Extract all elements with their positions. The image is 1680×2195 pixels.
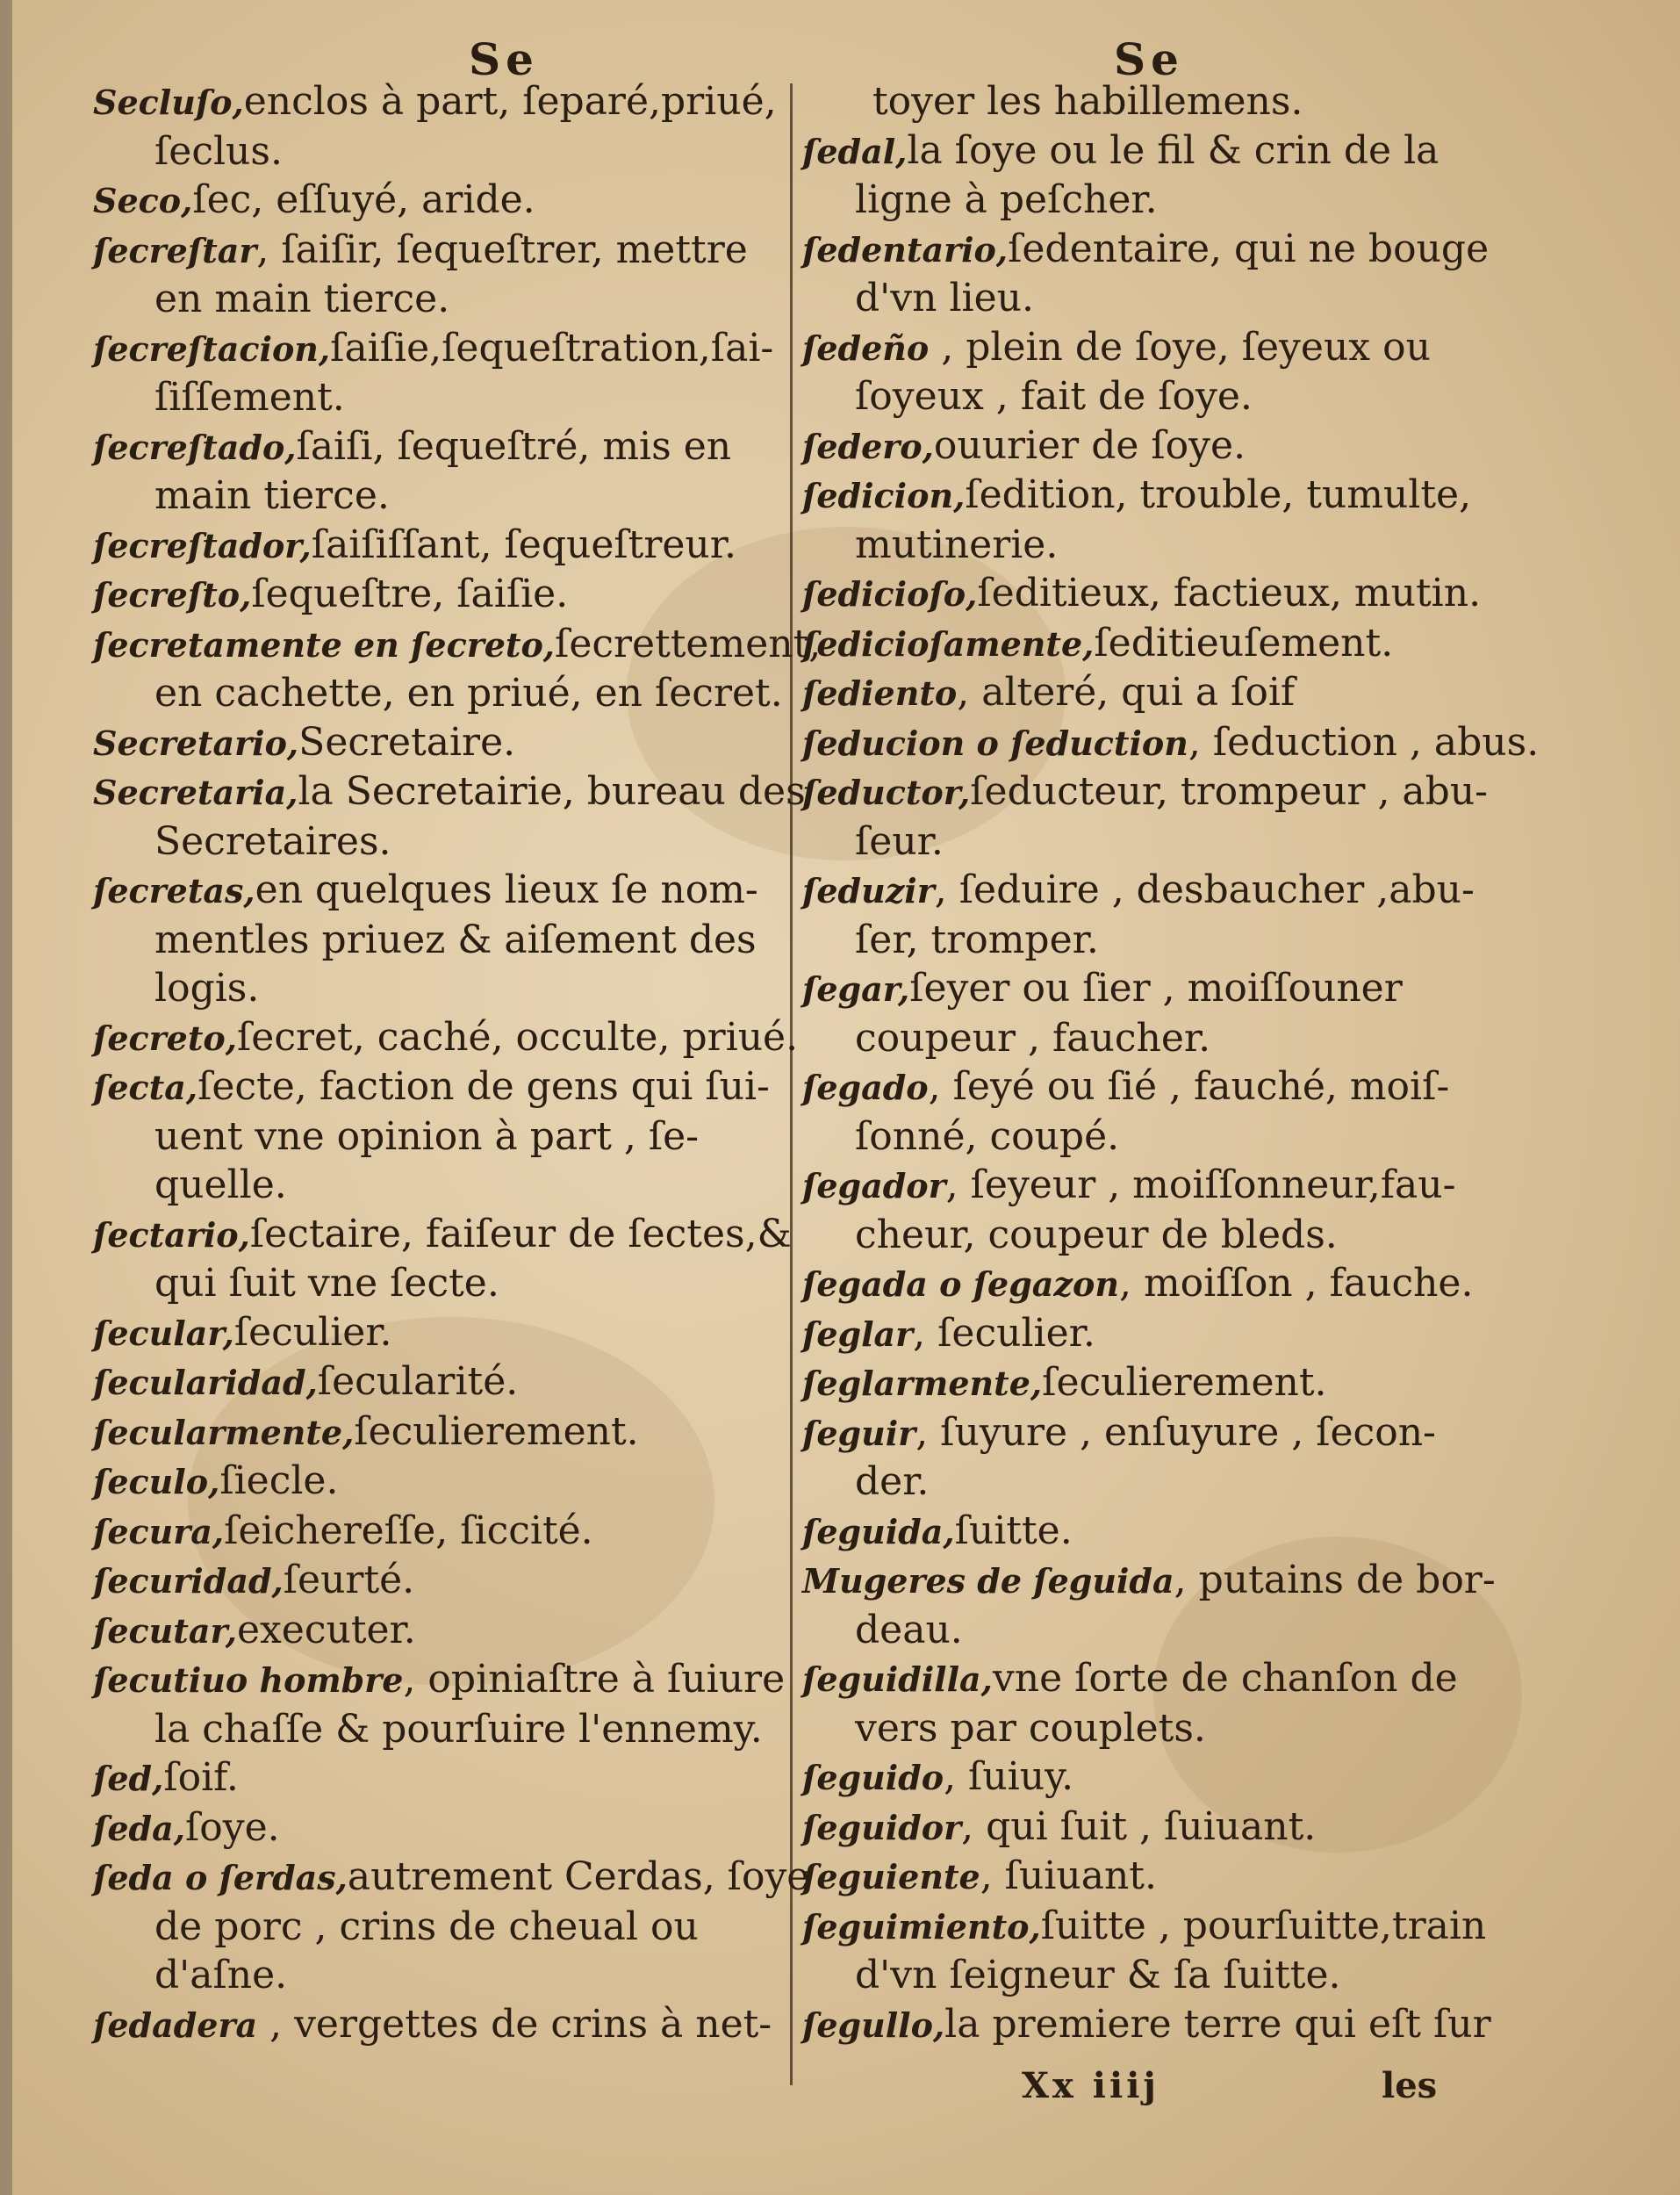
entry-continuation: cheur, coupeur de bleds. bbox=[855, 1212, 1338, 1257]
dictionary-entry bbox=[93, 1507, 795, 1557]
dictionary-entry bbox=[802, 1902, 1504, 2000]
entry-definition: ſectaire, faiſeur de ſectes,& bbox=[249, 1211, 792, 1256]
entry-definition: , ſuiuy. bbox=[944, 1754, 1074, 1799]
entry-headword: ſed, bbox=[93, 1759, 164, 1798]
entry-continuation: qui ſuit vne ſecte. bbox=[154, 1261, 499, 1306]
dictionary-entry bbox=[93, 1357, 795, 1407]
entry-continuation: toyer les habillemens. bbox=[872, 79, 1303, 124]
entry-headword: ſedicioſamente, bbox=[802, 623, 1095, 664]
dictionary-entry bbox=[93, 2000, 795, 2050]
dictionary-entry bbox=[802, 323, 1504, 421]
dictionary-entry bbox=[802, 718, 1540, 768]
entry-definition: vne ſorte de chanſon de bbox=[992, 1656, 1458, 1701]
entry-definition: autrement Cerdas, ſoye bbox=[347, 1854, 810, 1899]
entry-definition: la ſoye ou le fil & crin de la bbox=[907, 127, 1439, 173]
dictionary-entry bbox=[802, 1309, 1504, 1359]
signature-mark: Xx iiij bbox=[1022, 2065, 1159, 2106]
dictionary-entry bbox=[802, 1358, 1504, 1408]
dictionary-entry bbox=[93, 1407, 795, 1457]
dictionary-entry bbox=[93, 1062, 795, 1210]
entry-continuation: mutinerie. bbox=[855, 522, 1059, 567]
entry-definition: ſeurté. bbox=[283, 1558, 415, 1602]
dictionary-entry bbox=[802, 1161, 1504, 1259]
entry-headword: ſedal, bbox=[802, 131, 908, 171]
entry-definition: , ſeduire , desbaucher ,abu- bbox=[934, 867, 1475, 912]
dictionary-entry bbox=[802, 1654, 1504, 1752]
dictionary-entry bbox=[93, 1210, 795, 1308]
entry-definition: , ſeyeur , moiſſonneur,fau- bbox=[945, 1162, 1456, 1207]
entry-headword: ſeducion o ſeduction bbox=[802, 723, 1188, 763]
entry-definition: ſecularité. bbox=[317, 1359, 519, 1404]
entry-continuation: ſeur. bbox=[855, 818, 944, 864]
entry-headword: Secluſo, bbox=[93, 83, 244, 122]
dictionary-entry bbox=[93, 620, 822, 718]
entry-definition: , moiſſon , fauche. bbox=[1118, 1261, 1474, 1306]
entry-continuation: uent vne opinion à part , ſe- bbox=[154, 1113, 700, 1159]
entry-headword: ſecta, bbox=[93, 1068, 198, 1107]
entry-headword: ſeguimiento, bbox=[802, 1906, 1041, 1947]
entry-continuation: ligne à peſcher. bbox=[855, 177, 1158, 222]
entry-continuation: quelle. bbox=[154, 1162, 287, 1207]
entry-continuation: ſiſſement. bbox=[154, 375, 345, 420]
entry-continuation: mentles priuez & aiſement des bbox=[154, 917, 757, 962]
entry-headword: ſedeño bbox=[802, 327, 930, 368]
dictionary-entry bbox=[93, 324, 795, 422]
entry-headword: ſediento bbox=[802, 673, 958, 713]
dictionary-entry bbox=[802, 1556, 1504, 1654]
entry-definition: , ſuiuant. bbox=[980, 1853, 1157, 1898]
entry-continuation: en main tierce. bbox=[154, 277, 450, 321]
entry-definition: , plein de ſoye, ſeyeux ou bbox=[929, 324, 1431, 370]
entry-definition: ſaiſiſſant, ſequeſtreur. bbox=[311, 522, 736, 567]
entry-definition: ſeculier. bbox=[233, 1309, 392, 1355]
entry-definition: ſecret, caché, occulte, priué. bbox=[237, 1014, 799, 1060]
entry-headword: ſecular, bbox=[93, 1313, 234, 1353]
dictionary-entry bbox=[93, 1457, 795, 1507]
entry-headword: ſegador bbox=[802, 1166, 946, 1205]
dictionary-entry bbox=[93, 422, 795, 521]
entry-definition: ſaiſie,ſequeſtration,ſai- bbox=[330, 325, 774, 371]
entry-definition: ſoif. bbox=[163, 1755, 239, 1800]
entry-headword: ſeguir bbox=[802, 1413, 916, 1453]
entry-definition: , opiniaſtre à ſuiure bbox=[403, 1657, 786, 1702]
entry-definition: ſiecle. bbox=[219, 1458, 339, 1503]
entry-headword: ſedicioſo, bbox=[802, 574, 978, 614]
entry-definition: ſuitte. bbox=[954, 1508, 1073, 1553]
entry-headword: ſecreto, bbox=[93, 1018, 237, 1058]
entry-definition: ſedentaire, qui ne bouge bbox=[1008, 226, 1490, 271]
entry-continuation: logis. bbox=[154, 966, 260, 1011]
entry-continuation: ſer, tromper. bbox=[855, 917, 1099, 962]
entry-continuation: vers par couplets. bbox=[855, 1705, 1206, 1751]
dictionary-entry bbox=[802, 1752, 1504, 1803]
entry-definition: ſec, eſſuyé, aride. bbox=[192, 177, 535, 222]
entry-headword: ſecreſto, bbox=[93, 575, 252, 615]
dictionary-entry bbox=[93, 1803, 795, 1853]
entry-headword: ſecutar, bbox=[93, 1610, 237, 1651]
right-running-head: Se bbox=[1114, 33, 1184, 85]
dictionary-entry bbox=[802, 866, 1504, 964]
entry-definition: ſeyer ou ſier , moiſſouner bbox=[909, 966, 1403, 1011]
entry-definition: ſaiſi, ſequeſtré, mis en bbox=[296, 423, 732, 469]
entry-headword: ſecretas, bbox=[93, 871, 255, 910]
dictionary-page bbox=[12, 0, 1680, 2195]
entry-headword: ſedero, bbox=[802, 426, 934, 466]
dictionary-entry bbox=[802, 225, 1504, 323]
entry-headword: ſedicion, bbox=[802, 476, 966, 515]
entry-headword: ſecularidad, bbox=[93, 1363, 318, 1402]
dictionary-entry bbox=[93, 226, 795, 324]
dictionary-entry bbox=[802, 619, 1504, 669]
entry-definition: ſecte, faction de gens qui ſui- bbox=[197, 1064, 770, 1109]
entry-headword: ſegado bbox=[802, 1068, 929, 1107]
entry-headword: ſecretamente en ſecreto, bbox=[93, 624, 556, 665]
entry-definition: ſedition, trouble, tumulte, bbox=[965, 472, 1472, 517]
entry-headword: ſecreſtacion, bbox=[93, 328, 331, 369]
entry-headword: ſecuridad, bbox=[93, 1561, 284, 1601]
entry-definition: ſoye. bbox=[184, 1804, 280, 1850]
entry-definition: enclos à part, ſeparé,priué, bbox=[243, 79, 777, 124]
entry-definition: , vergettes de crins à net- bbox=[257, 2001, 772, 2047]
dictionary-entry bbox=[93, 1013, 799, 1063]
dictionary-entry bbox=[93, 1308, 795, 1358]
dictionary-entry bbox=[93, 176, 795, 226]
entry-continuation: de porc , crins de cheual ou bbox=[154, 1904, 699, 1949]
entry-continuation: deau. bbox=[855, 1607, 963, 1652]
dictionary-entry bbox=[802, 421, 1504, 471]
left-running-head: Se bbox=[469, 33, 539, 85]
dictionary-entry bbox=[802, 77, 1504, 126]
entry-headword: ſeguidor bbox=[802, 1807, 962, 1847]
entry-definition: ſeditieux, factieux, mutin. bbox=[977, 571, 1482, 615]
dictionary-entry bbox=[93, 77, 795, 176]
entry-continuation: d'vn lieu. bbox=[855, 276, 1034, 320]
entry-headword: ſeda, bbox=[93, 1808, 185, 1848]
entry-headword: ſeguidilla, bbox=[802, 1659, 993, 1699]
dictionary-entry bbox=[93, 1606, 795, 1656]
entry-definition: Secretaire. bbox=[298, 719, 516, 765]
entry-definition: , ſeduction , abus. bbox=[1188, 719, 1540, 765]
entry-continuation: la chaſſe & pourſuire l'ennemy. bbox=[154, 1706, 763, 1752]
entry-continuation: main tierce. bbox=[154, 473, 390, 518]
entry-definition: ſecrettement, bbox=[555, 621, 822, 666]
entry-headword: Secretaria, bbox=[93, 773, 298, 812]
dictionary-entry bbox=[93, 1853, 810, 2000]
dictionary-entry bbox=[93, 767, 806, 866]
entry-continuation: Secretaires. bbox=[154, 818, 391, 864]
entry-continuation: ſoyeux , fait de ſoye. bbox=[855, 374, 1253, 419]
entry-definition: ſuitte , pourſuitte,train bbox=[1040, 1903, 1487, 1948]
dictionary-entry bbox=[802, 1259, 1504, 1309]
dictionary-entry bbox=[93, 718, 795, 768]
entry-headword: ſecreſtar bbox=[93, 230, 257, 270]
dictionary-entry bbox=[802, 2000, 1504, 2050]
entry-continuation: der. bbox=[855, 1459, 930, 1504]
entry-definition: , ſeyé ou ſié , fauché, moiſ- bbox=[928, 1064, 1450, 1109]
dictionary-entry bbox=[802, 126, 1504, 225]
entry-headword: ſegullo, bbox=[802, 2004, 945, 2045]
dictionary-entry bbox=[802, 1408, 1504, 1507]
entry-headword: ſeda o ſerdas, bbox=[93, 1858, 348, 1897]
entry-headword: ſeguiente bbox=[802, 1857, 980, 1896]
entry-definition: la premiere terre qui eſt ſur bbox=[944, 2001, 1491, 2047]
entry-headword: ſegar, bbox=[802, 969, 910, 1009]
entry-headword: ſeguida, bbox=[802, 1511, 955, 1551]
entry-definition: ſeculierement. bbox=[1042, 1360, 1327, 1405]
entry-definition: ſequeſtre, ſaiſie. bbox=[251, 572, 569, 616]
entry-headword: ſeglarmente, bbox=[802, 1364, 1043, 1403]
dictionary-entry bbox=[802, 767, 1504, 866]
dictionary-entry bbox=[93, 1655, 795, 1753]
entry-definition: , ſuyure , enſuyure , ſecon- bbox=[915, 1409, 1436, 1455]
dictionary-entry bbox=[802, 1507, 1504, 1557]
entry-headword: Mugeres de ſeguida bbox=[802, 1561, 1174, 1601]
entry-headword: ſecularmente, bbox=[93, 1412, 355, 1452]
entry-definition: , ſaiſir, ſequeſtrer, mettre bbox=[256, 227, 748, 272]
entry-headword: ſedadera bbox=[93, 2004, 258, 2045]
entry-definition: ſeditieuſement. bbox=[1094, 620, 1394, 666]
entry-continuation: d'aſne. bbox=[154, 1953, 288, 1997]
dictionary-entry bbox=[802, 569, 1504, 619]
dictionary-entry bbox=[802, 1803, 1504, 1853]
entry-headword: Seco, bbox=[93, 181, 193, 220]
entry-definition: , putains de bor- bbox=[1174, 1558, 1496, 1602]
dictionary-entry bbox=[93, 570, 795, 620]
entry-continuation: coupeur , faucher. bbox=[855, 1015, 1211, 1061]
right-column bbox=[802, 77, 1540, 2049]
entry-definition: , ſeculier. bbox=[913, 1310, 1095, 1356]
dictionary-entry bbox=[802, 1852, 1504, 1902]
entry-headword: ſegada o ſegazon bbox=[802, 1264, 1119, 1304]
entry-definition: en quelques lieux ſe nom- bbox=[255, 867, 758, 912]
entry-continuation: ſeclus. bbox=[154, 128, 283, 174]
entry-definition: ſeichereſſe, ſiccité. bbox=[224, 1508, 593, 1553]
entry-definition: ſeculierement. bbox=[354, 1408, 639, 1454]
entry-headword: ſecura, bbox=[93, 1511, 225, 1551]
dictionary-entry bbox=[802, 668, 1504, 718]
entry-continuation: en cachette, en priué, en ſecret. bbox=[154, 671, 783, 716]
entry-headword: ſeculo, bbox=[93, 1462, 220, 1501]
entry-headword: ſecreſtador, bbox=[93, 525, 312, 565]
entry-headword: ſectario, bbox=[93, 1214, 250, 1255]
page-gutter bbox=[0, 0, 12, 2195]
dictionary-entry bbox=[802, 964, 1504, 1062]
entry-headword: ſedentario, bbox=[802, 229, 1009, 270]
entry-definition: executer. bbox=[236, 1607, 416, 1652]
entry-definition: ouurier de ſoye. bbox=[933, 422, 1246, 468]
dictionary-entry bbox=[93, 1753, 795, 1803]
dictionary-entry bbox=[93, 1556, 795, 1606]
entry-definition: la Secretairie, bureau des bbox=[298, 769, 806, 814]
left-column bbox=[93, 77, 822, 2049]
entry-headword: ſecreſtado, bbox=[93, 427, 297, 467]
entry-headword: ſeductor, bbox=[802, 773, 971, 812]
entry-headword: ſeduzir bbox=[802, 871, 935, 910]
entry-continuation: d'vn ſeigneur & ſa ſuitte. bbox=[855, 1953, 1341, 1997]
entry-definition: , alteré, qui a ſoif bbox=[957, 670, 1296, 715]
entry-definition: , qui ſuit , ſuiuant. bbox=[961, 1803, 1317, 1849]
entry-headword: ſeguido bbox=[802, 1758, 944, 1797]
dictionary-entry bbox=[802, 471, 1504, 569]
entry-headword: ſecutiuo hombre bbox=[93, 1660, 404, 1700]
entry-headword: Secretario, bbox=[93, 723, 299, 763]
entry-headword: ſeglar bbox=[802, 1313, 914, 1354]
dictionary-entry bbox=[802, 1062, 1504, 1161]
dictionary-entry bbox=[93, 521, 795, 571]
dictionary-entry bbox=[93, 866, 795, 1013]
entry-continuation: ſonné, coupé. bbox=[855, 1113, 1120, 1159]
entry-definition: ſeducteur, trompeur , abu- bbox=[970, 769, 1489, 814]
catchword: les bbox=[1382, 2065, 1438, 2106]
